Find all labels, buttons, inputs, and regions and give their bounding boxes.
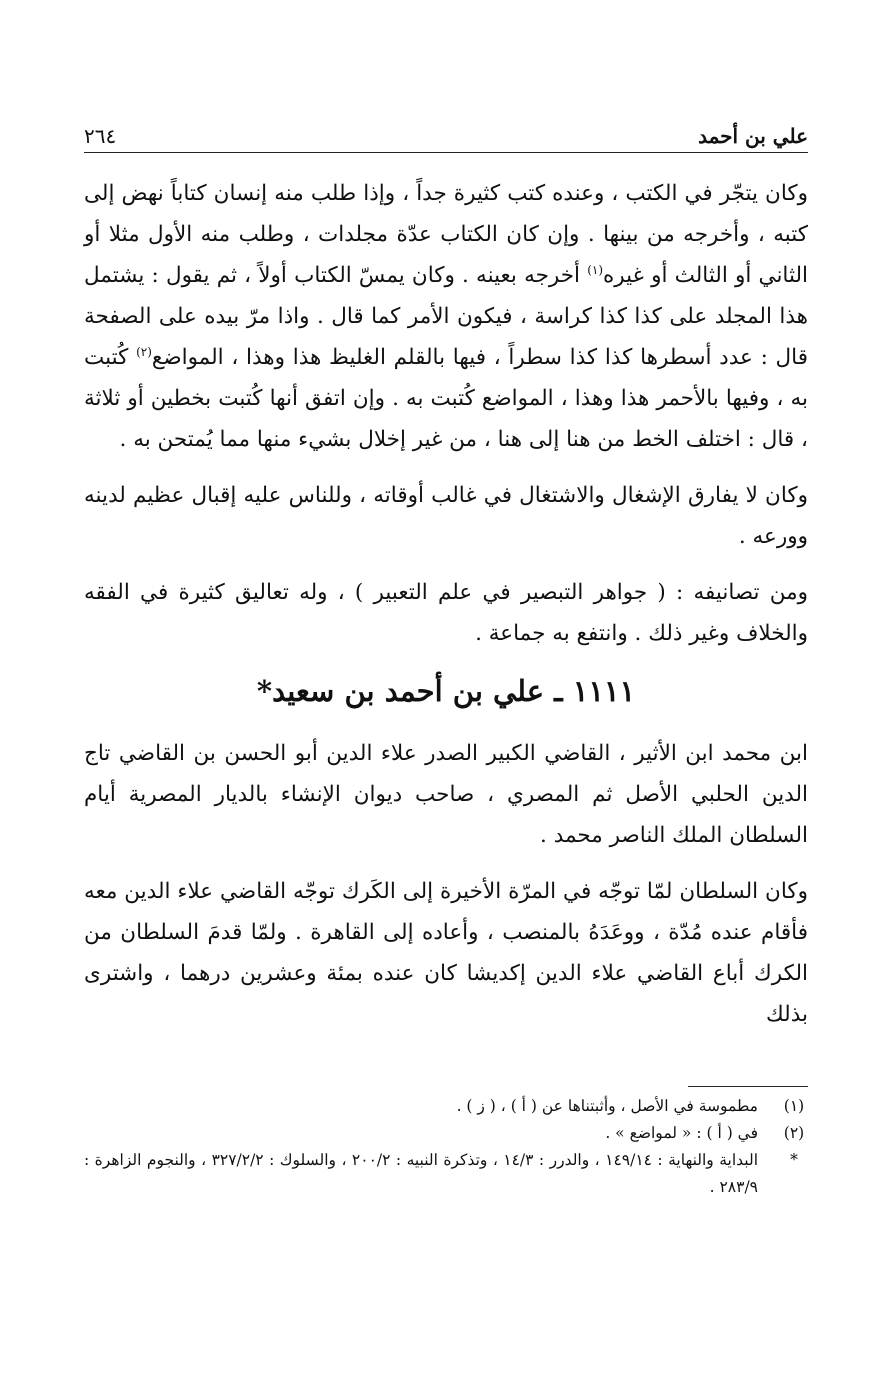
footnotes xyxy=(84,1086,808,1201)
paragraph-lineage: ابن محمد ابن الأثير ، القاضي الكبير الصدر علاء الدين أبو الحسن بن القاضي تاج الدين الحلبي الأصل ثم المصري ، صاحب ديوان الإنشاء بالديار المصرية أيام السلطان الملك الناصر محمد . xyxy=(84,741,808,848)
footnote-ref-2: (٢) xyxy=(136,344,152,359)
footnote-text: البداية والنهاية : ١٤٩/١٤ ، والدرر : ١٤/٣ ، وتذكرة النبيه : ٢٠٠/٢ ، والسلوك : ٣٢٧/٢/٢ ، والنجوم الزاهرة : ٢٨٣/٩ . xyxy=(84,1151,759,1196)
paragraph-sultan: وكان السلطان لمّا توجّه في المرّة الأخيرة إلى الكَرك توجّه القاضي علاء الدين معه فأقام عنده مُدّة ، ووعَدَهُ بالمنصب ، وأعاده إلى القاهرة . ولمّا قدمَ السلطان من الكرك أباع القاضي علاء الدين إكديشا كان عنده بمئة وعشرين درهما ، واشترى بذلك xyxy=(84,879,808,1027)
paragraph-text: كُتبت به ، وفيها بالأحمر هذا وهذا ، المواضع كُتبت به . وإن اتفق أنها كُتبت بخطين أو ثلاثة ، قال : اختلف الخط من هنا إلى هنا ، من غير إخلال بشيء منها مما يُمتحن به . xyxy=(84,345,808,452)
paragraph-book-trade xyxy=(84,173,808,460)
footnote-mark: (٢) xyxy=(783,1124,805,1142)
page-number: ٢٦٤ xyxy=(84,124,117,148)
footnote-mark: (١) xyxy=(783,1097,805,1115)
entry-heading: ١١١١ ـ علي بن أحمد بن سعيد* xyxy=(256,674,636,708)
footnote-item xyxy=(84,1147,808,1201)
running-title: علي بن أحمد xyxy=(698,124,808,148)
paragraph-works: ومن تصانيفه : ( جواهر التبصير في علم التعبير ) ، وله تعاليق كثيرة في الفقه والخلاف وغير ذلك . وانتفع به جماعة . xyxy=(84,580,808,646)
footnote-text: في ( أ ) : « لمواضع » . xyxy=(605,1124,758,1142)
footnote-text: مطموسة في الأصل ، وأثبتناها عن ( أ ) ، ( ز ) . xyxy=(456,1097,758,1115)
paragraph-occupation: وكان لا يفارق الإشغال والاشتغال في غالب أوقاته ، وللناس عليه إقبال عظيم لدينه وورعه . xyxy=(84,483,808,549)
footnote-divider xyxy=(688,1086,808,1087)
footnote-item xyxy=(84,1120,808,1147)
footnote-mark: * xyxy=(790,1151,798,1169)
footnote-item xyxy=(84,1093,808,1120)
footnote-ref-1: (١) xyxy=(587,262,604,277)
book-page xyxy=(84,108,808,1050)
paragraph-text: وكان يتجّر في الكتب ، وعنده كتب كثيرة جداً ، وإذا طلب منه إنسان كتاباً نهض إلى كتبه ، وأخرجه من بينها . وإن كان الكتاب عدّة مجلدات ، وطلب منه الأول مثلا أو الثاني أو الثالث أو غيره xyxy=(84,181,808,288)
paragraph-text: أخرجه بعينه . وكان يمسّ الكتاب أولاً ، ثم يقول : يشتمل هذا المجلد على كذا كذا كراسة ، فيكون الأمر كما قال . واذا مرّ بيده على الصفحة قال : عدد أسطرها كذا كذا سطراً ، فيها بالقلم الغليظ هذا وهذا ، المواضع xyxy=(84,263,808,370)
running-header xyxy=(84,108,808,153)
page-body xyxy=(84,173,808,1035)
